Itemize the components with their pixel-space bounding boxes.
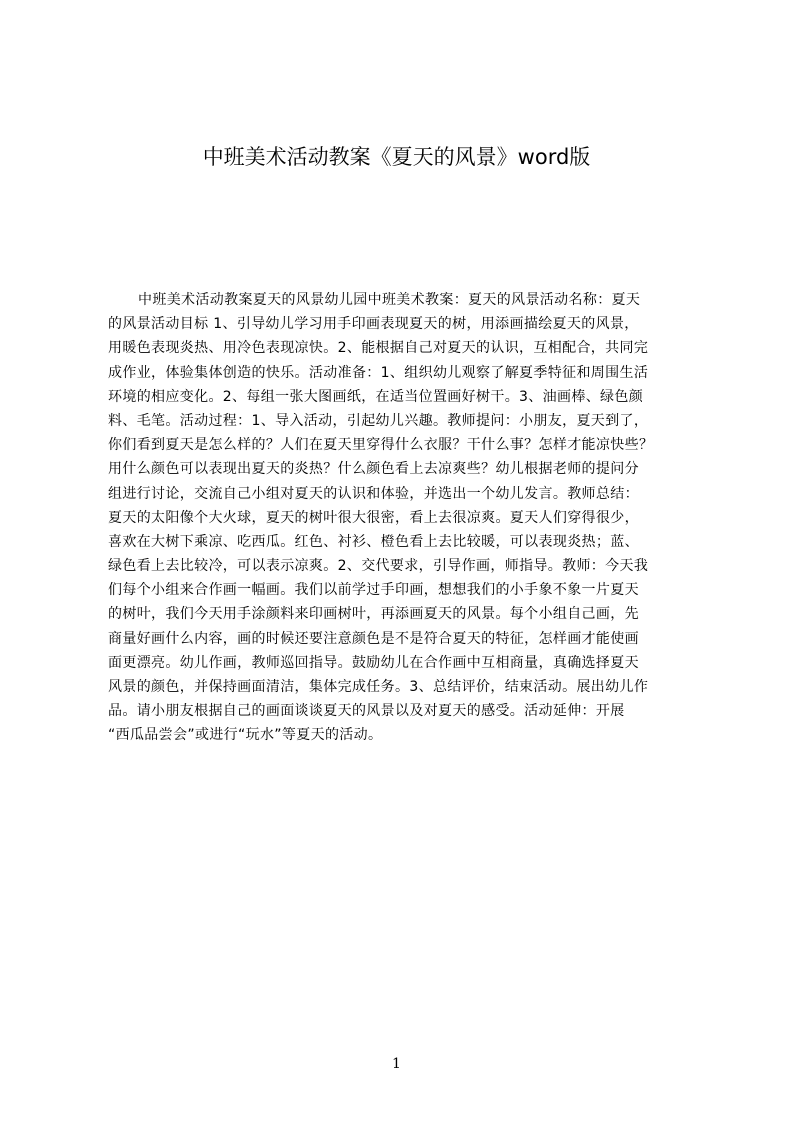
body-line: 组进行讨论，交流自己小组对夏天的认识和体验，并选出一个幼儿发言。教师总结： (108, 485, 639, 502)
body-line: 你们看到夏天是怎么样的？人们在夏天里穿得什么衣服？干什么事？怎样才能凉快些？ (108, 437, 654, 454)
body-paragraph (108, 288, 698, 748)
body-line: 商量好画什么内容，画的时候还要注意颜色是不是符合夏天的特征，怎样画才能使画 (108, 630, 639, 647)
page-number: 1 (392, 1056, 401, 1072)
body-line: 用暖色表现炎热、用冷色表现凉快。2、能根据自己对夏天的认识，互相配合，共同完 (108, 340, 649, 357)
body-line: 的风景活动目标 1、引导幼儿学习用手印画表现夏天的树，用添画描绘夏天的风景， (108, 316, 639, 333)
body-line: 中班美术活动教案夏天的风景幼儿园中班美术教案：夏天的风景活动名称：夏天 (138, 292, 641, 308)
body-line: 绿色看上去比较冷，可以表示凉爽。2、交代要求，引导作画，师指导。教师：今天我 (108, 558, 649, 575)
document-title: 中班美术活动教案《夏天的风景》word版 (202, 145, 591, 169)
body-line: 面更漂亮。幼儿作画，教师巡回指导。鼓励幼儿在合作画中互相商量，真确选择夏天 (108, 654, 639, 671)
body-line: 成作业，体验集体创造的快乐。活动准备：1、组织幼儿观察了解夏季特征和周围生活 (108, 364, 649, 381)
body-line: 风景的颜色，并保持画面清洁，集体完成任务。3、总结评价，结束活动。展出幼儿作 (108, 679, 649, 695)
body-line: 的树叶，我们今天用手涂颜料来印画树叶，再添画夏天的风景。每个小组自己画，先 (108, 606, 639, 623)
body-line: 们每个小组来合作画一幅画。我们以前学过手印画，想想我们的小手象不象一片夏天 (108, 582, 639, 599)
body-line: “西瓜品尝会”或进行“玩水”等夏天的活动。 (108, 727, 383, 744)
body-line: 环境的相应变化。2、每组一张大图画纸，在适当位置画好树干。3、油画棒、绿色颜 (108, 388, 644, 405)
body-line: 料、毛笔。活动过程：1、导入活动，引起幼儿兴趣。教师提问：小朋友，夏天到了， (108, 412, 649, 429)
body-line: 夏天的太阳像个大火球，夏天的树叶很大很密，看上去很凉爽。夏天人们穿得很少， (108, 509, 639, 526)
body-line: 用什么颜色可以表现出夏天的炎热？什么颜色看上去凉爽些？幼儿根据老师的提问分 (108, 461, 639, 478)
body-line: 品。请小朋友根据自己的画面谈谈夏天的风景以及对夏天的感受。活动延伸：开展 (108, 703, 625, 720)
body-line: 喜欢在大树下乘凉、吃西瓜。红色、衬衫、橙色看上去比较暖，可以表现炎热；蓝、 (108, 533, 639, 550)
